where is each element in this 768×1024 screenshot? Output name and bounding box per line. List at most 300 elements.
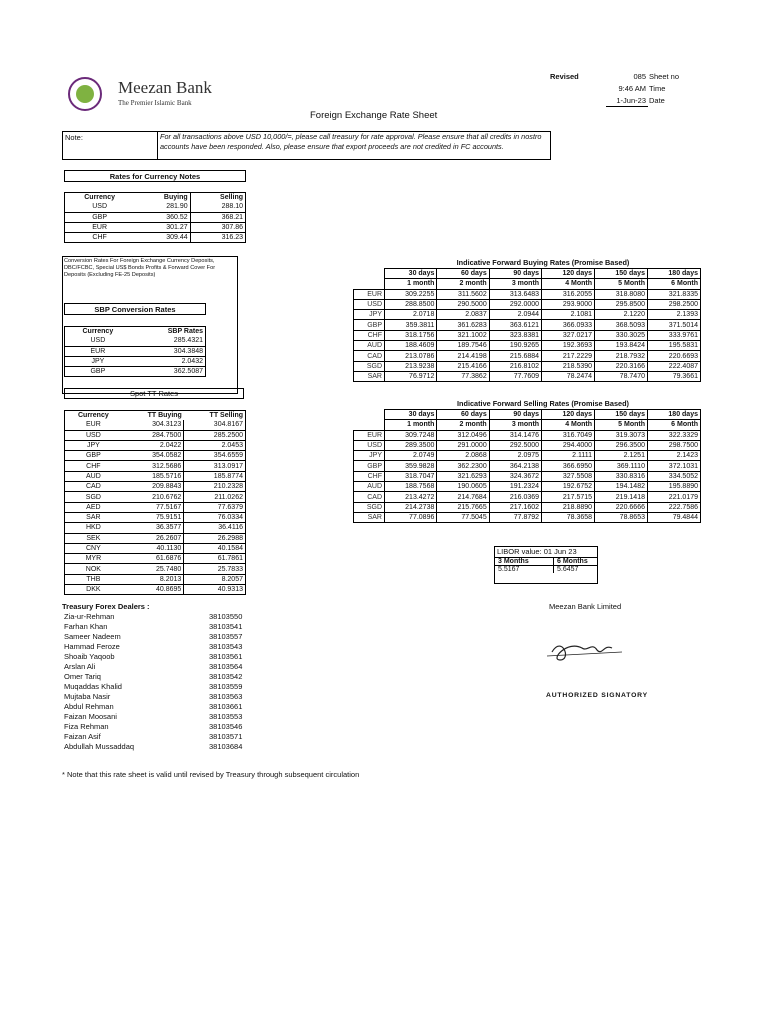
currency-cell: GBP bbox=[90, 368, 106, 376]
table-row bbox=[65, 554, 246, 564]
days-header-row bbox=[354, 410, 701, 420]
rate-cell: 79.3661 bbox=[647, 371, 700, 381]
rate-cell: 293.9000 bbox=[542, 299, 595, 309]
note-label: Note: bbox=[65, 133, 83, 142]
currency-cell: SAR bbox=[354, 512, 385, 522]
rate-cell: 192.3693 bbox=[542, 341, 595, 351]
rate-cell: 218.7932 bbox=[595, 351, 648, 361]
days-header-row bbox=[354, 269, 701, 279]
dealer-phone: 38103553 bbox=[209, 712, 243, 721]
rate-cell: 318.1756 bbox=[385, 330, 437, 340]
dealer-name: Faizan Asif bbox=[64, 732, 101, 741]
rate-cell: 188.7568 bbox=[385, 482, 437, 492]
days-header: 60 days bbox=[437, 410, 489, 420]
rate-cell: 78.3658 bbox=[542, 512, 595, 522]
list-item bbox=[64, 712, 254, 722]
months-header: 4 Month bbox=[542, 279, 595, 289]
tt-selling-cell: 40.1584 bbox=[184, 543, 246, 553]
tt-buying-cell: 210.6762 bbox=[122, 492, 184, 502]
rate-cell: 192.6752 bbox=[542, 482, 595, 492]
rate-cell: 218.8890 bbox=[542, 502, 595, 512]
dealers-title: Treasury Forex Dealers : bbox=[62, 602, 150, 611]
currency-cell: USD bbox=[65, 336, 131, 346]
months-header: 6 Month bbox=[647, 420, 700, 430]
dealer-name: Muqaddas Khalid bbox=[64, 682, 122, 691]
rate-cell: 214.4198 bbox=[437, 351, 489, 361]
sbp-rate-cell: 362.5087 bbox=[173, 368, 203, 376]
rate-cell: 288.8500 bbox=[385, 299, 437, 309]
libor-title: LIBOR value: 01 Jun 23 bbox=[495, 547, 597, 558]
list-item bbox=[64, 632, 254, 642]
currency-cell: EUR bbox=[65, 222, 135, 232]
rate-cell: 76.9712 bbox=[385, 371, 437, 381]
selling-cell: 368.21 bbox=[190, 212, 245, 222]
sbp-table bbox=[64, 326, 206, 377]
rate-cell: 298.7500 bbox=[647, 440, 700, 450]
rate-cell: 215.4166 bbox=[437, 361, 489, 371]
rate-cell: 330.3025 bbox=[595, 330, 648, 340]
dealer-name: Abdul Rehman bbox=[64, 702, 114, 711]
table-row bbox=[354, 451, 701, 461]
rate-cell: 2.1081 bbox=[542, 310, 595, 320]
table-row bbox=[65, 420, 246, 430]
tt-buying-cell: 209.8843 bbox=[122, 482, 184, 492]
currency-cell: SAR bbox=[65, 512, 122, 522]
libor-box bbox=[494, 546, 598, 584]
list-item bbox=[64, 672, 254, 682]
dealer-name: Shoaib Yaqoob bbox=[64, 652, 115, 661]
col-currency: Currency bbox=[82, 328, 114, 336]
rate-cell: 222.7586 bbox=[647, 502, 700, 512]
rate-cell: 2.1251 bbox=[595, 451, 648, 461]
rate-cell: 78.8653 bbox=[595, 512, 648, 522]
rate-cell: 221.0179 bbox=[647, 492, 700, 502]
dealer-phone: 38103561 bbox=[209, 652, 243, 661]
libor-6m-label: 6 Months bbox=[557, 558, 588, 565]
tt-selling-cell: 313.0917 bbox=[184, 461, 246, 471]
rate-cell: 2.0868 bbox=[437, 451, 489, 461]
tt-buying-cell: 25.7480 bbox=[122, 564, 184, 574]
tt-selling-cell: 2.0453 bbox=[184, 440, 246, 450]
table-row bbox=[65, 367, 206, 377]
rate-cell: 290.5000 bbox=[437, 299, 489, 309]
list-item bbox=[64, 642, 254, 652]
months-header: 3 month bbox=[489, 279, 541, 289]
blank-cell bbox=[354, 279, 385, 289]
currency-cell: HKD bbox=[65, 523, 122, 533]
brand-name: Meezan Bank bbox=[118, 78, 212, 97]
table-row bbox=[65, 440, 246, 450]
table-row bbox=[354, 351, 701, 361]
rate-cell: 371.5014 bbox=[647, 320, 700, 330]
rate-cell: 334.5052 bbox=[647, 471, 700, 481]
rate-cell: 321.8335 bbox=[647, 289, 700, 299]
table-row bbox=[65, 482, 246, 492]
currency-cell: EUR bbox=[354, 430, 385, 440]
list-item bbox=[64, 682, 254, 692]
rate-cell: 215.6884 bbox=[489, 351, 541, 361]
months-header: 5 Month bbox=[595, 420, 648, 430]
table-row bbox=[65, 336, 206, 346]
tt-selling-cell: 210.2328 bbox=[184, 482, 246, 492]
libor-6m-value: 5.6457 bbox=[557, 566, 579, 573]
dealer-name: Zia-ur-Rehman bbox=[64, 612, 115, 621]
rate-cell: 292.0000 bbox=[489, 299, 541, 309]
tt-selling-cell: 61.7861 bbox=[184, 554, 246, 564]
rate-cell: 309.7248 bbox=[385, 430, 437, 440]
rate-cell: 309.2255 bbox=[385, 289, 437, 299]
tt-buying-cell: 61.6876 bbox=[122, 554, 184, 564]
page-title: Foreign Exchange Rate Sheet bbox=[310, 110, 438, 121]
rate-cell: 319.3073 bbox=[595, 430, 648, 440]
rate-cell: 318.8080 bbox=[595, 289, 648, 299]
tt-selling-cell: 185.8774 bbox=[184, 471, 246, 481]
currency-cell: USD bbox=[354, 440, 385, 450]
currency-cell: USD bbox=[65, 202, 135, 212]
rate-cell: 217.2229 bbox=[542, 351, 595, 361]
rate-cell: 295.8500 bbox=[595, 299, 648, 309]
months-header: 5 Month bbox=[595, 279, 648, 289]
months-header: 2 month bbox=[437, 279, 489, 289]
days-header: 60 days bbox=[437, 269, 489, 279]
table-row bbox=[354, 492, 701, 502]
months-header: 4 Month bbox=[542, 420, 595, 430]
fwd-buy-title: Indicative Forward Buying Rates (Promise Based) bbox=[456, 258, 630, 267]
table-row bbox=[354, 320, 701, 330]
days-header: 90 days bbox=[489, 410, 541, 420]
currency-cell: USD bbox=[354, 299, 385, 309]
currency-cell: NOK bbox=[65, 564, 122, 574]
date-underline bbox=[606, 106, 648, 107]
blank-cell bbox=[354, 420, 385, 430]
dealer-phone: 38103564 bbox=[209, 662, 243, 671]
table-row bbox=[354, 471, 701, 481]
sbp-rate-cell: 2.0432 bbox=[131, 356, 206, 366]
rate-cell: 2.1111 bbox=[542, 451, 595, 461]
currency-cell: JPY bbox=[65, 440, 122, 450]
table-row bbox=[354, 512, 701, 522]
sbp-rate-cell: 304.3848 bbox=[131, 346, 206, 356]
tt-buying-cell: 36.3577 bbox=[122, 523, 184, 533]
rate-cell: 291.0000 bbox=[437, 440, 489, 450]
months-header-row bbox=[354, 420, 701, 430]
tt-selling-cell: 304.8167 bbox=[184, 420, 246, 430]
list-item bbox=[64, 622, 254, 632]
dealer-phone: 38103563 bbox=[209, 692, 243, 701]
rate-cell: 359.9828 bbox=[385, 461, 437, 471]
currency-cell: AUD bbox=[354, 482, 385, 492]
fwd-buy-table bbox=[353, 268, 701, 382]
rate-cell: 2.0837 bbox=[437, 310, 489, 320]
signature bbox=[542, 630, 632, 670]
rate-cell: 294.4000 bbox=[542, 440, 595, 450]
tt-selling-cell: 354.6559 bbox=[184, 451, 246, 461]
days-header: 150 days bbox=[595, 269, 648, 279]
list-item bbox=[64, 722, 254, 732]
list-item bbox=[64, 652, 254, 662]
days-header: 120 days bbox=[542, 410, 595, 420]
list-item bbox=[64, 662, 254, 672]
tt-buying-cell: 75.9151 bbox=[122, 512, 184, 522]
rate-cell: 195.5831 bbox=[647, 341, 700, 351]
currency-cell: SAR bbox=[354, 371, 385, 381]
rate-cell: 359.3811 bbox=[385, 320, 437, 330]
rate-cell: 311.5602 bbox=[437, 289, 489, 299]
dealer-phone: 38103546 bbox=[209, 722, 243, 731]
rate-cell: 213.4272 bbox=[385, 492, 437, 502]
tt-selling-cell: 25.7833 bbox=[184, 564, 246, 574]
table-row bbox=[354, 310, 701, 320]
libor-3m-label: 3 Months bbox=[495, 558, 554, 565]
currency-cell: SGD bbox=[354, 361, 385, 371]
tt-buying-cell: 185.5716 bbox=[122, 471, 184, 481]
dealer-phone: 38103543 bbox=[209, 642, 243, 651]
rate-cell: 333.9761 bbox=[647, 330, 700, 340]
rate-cell: 314.1476 bbox=[489, 430, 541, 440]
rate-cell: 214.2738 bbox=[385, 502, 437, 512]
list-item bbox=[64, 612, 254, 622]
currency-cell: EUR bbox=[65, 346, 131, 356]
table-row bbox=[65, 233, 246, 243]
table-row bbox=[65, 430, 246, 440]
rate-cell: 298.2500 bbox=[647, 299, 700, 309]
col-tt-buying: TT Buying bbox=[147, 412, 182, 420]
rate-cell: 222.4087 bbox=[647, 361, 700, 371]
selling-cell: 307.86 bbox=[190, 222, 245, 232]
table-row bbox=[65, 543, 246, 553]
currency-cell: AUD bbox=[65, 471, 122, 481]
dealer-name: Farhan Khan bbox=[64, 622, 108, 631]
blank-cell bbox=[354, 269, 385, 279]
rate-cell: 216.0369 bbox=[489, 492, 541, 502]
dealers-table bbox=[64, 612, 254, 752]
tt-selling-cell: 8.2057 bbox=[184, 574, 246, 584]
months-header-row bbox=[354, 279, 701, 289]
footer-note: * Note that this rate sheet is valid until revised by Treasury through subsequent circulation bbox=[62, 770, 360, 779]
days-header: 180 days bbox=[647, 269, 700, 279]
fwd-sell-table bbox=[353, 409, 701, 523]
rate-cell: 2.0749 bbox=[385, 451, 437, 461]
dealer-name: Mujtaba Nasir bbox=[64, 692, 111, 701]
fwd-sell-title: Indicative Forward Selling Rates (Promise Based) bbox=[457, 399, 629, 408]
rate-cell: 190.9265 bbox=[489, 341, 541, 351]
libor-3m-value: 5.5167 bbox=[495, 566, 554, 573]
table-row bbox=[65, 346, 206, 356]
currency-cell: SGD bbox=[65, 492, 122, 502]
rate-cell: 366.6950 bbox=[542, 461, 595, 471]
rate-cell: 2.1220 bbox=[595, 310, 648, 320]
sbp-title: SBP Conversion Rates bbox=[64, 303, 206, 315]
table-row bbox=[354, 430, 701, 440]
tt-buying-cell: 354.0582 bbox=[122, 451, 184, 461]
list-item bbox=[64, 702, 254, 712]
rate-cell: 363.6121 bbox=[489, 320, 541, 330]
table-row bbox=[354, 440, 701, 450]
spot-title: Spot TT Rates bbox=[64, 388, 244, 399]
rate-cell: 324.3672 bbox=[489, 471, 541, 481]
table-row bbox=[354, 289, 701, 299]
list-item bbox=[64, 732, 254, 742]
currency-cell: USD bbox=[65, 430, 122, 440]
rate-cell: 312.0496 bbox=[437, 430, 489, 440]
tt-selling-cell: 40.9313 bbox=[184, 585, 246, 595]
currency-cell: CHF bbox=[92, 234, 107, 242]
tt-buying-cell: 312.5686 bbox=[122, 461, 184, 471]
tt-buying-cell: 26.2607 bbox=[122, 533, 184, 543]
months-header: 1 month bbox=[385, 420, 437, 430]
dealer-phone: 38103684 bbox=[209, 742, 243, 751]
currency-cell: GBP bbox=[354, 320, 385, 330]
rate-cell: 2.1393 bbox=[647, 310, 700, 320]
dealer-name: Hammad Feroze bbox=[64, 642, 120, 651]
tt-selling-cell: 26.2988 bbox=[184, 533, 246, 543]
table-row bbox=[354, 299, 701, 309]
table-row bbox=[65, 492, 246, 502]
rate-cell: 77.5045 bbox=[437, 512, 489, 522]
col-tt-selling: TT Selling bbox=[209, 412, 243, 420]
tt-selling-cell: 285.2500 bbox=[184, 430, 246, 440]
currency-cell: AUD bbox=[354, 341, 385, 351]
table-row bbox=[65, 574, 246, 584]
rate-cell: 296.3500 bbox=[595, 440, 648, 450]
currency-cell: THB bbox=[65, 574, 122, 584]
tt-buying-cell: 8.2013 bbox=[122, 574, 184, 584]
list-item bbox=[64, 692, 254, 702]
rate-cell: 189.7546 bbox=[437, 341, 489, 351]
blank-cell bbox=[354, 410, 385, 420]
rate-cell: 220.6666 bbox=[595, 502, 648, 512]
rate-cell: 369.1110 bbox=[595, 461, 648, 471]
dealer-name: Arslan Ali bbox=[64, 662, 96, 671]
tt-buying-cell: 40.8695 bbox=[122, 585, 184, 595]
rate-cell: 78.7470 bbox=[595, 371, 648, 381]
dealer-phone: 38103559 bbox=[209, 682, 243, 691]
sheet-no-label: Sheet no bbox=[649, 72, 680, 81]
table-row bbox=[354, 461, 701, 471]
tt-buying-cell: 40.1130 bbox=[122, 543, 184, 553]
tt-buying-cell: 304.3123 bbox=[122, 420, 184, 430]
tt-selling-cell: 36.4116 bbox=[184, 523, 246, 533]
date-label: Date bbox=[649, 96, 665, 105]
rate-cell: 321.1002 bbox=[437, 330, 489, 340]
rate-cell: 313.6483 bbox=[489, 289, 541, 299]
bank-seal-logo bbox=[68, 77, 102, 111]
rate-cell: 195.8890 bbox=[647, 482, 700, 492]
currency-cell: GBP bbox=[354, 461, 385, 471]
currency-cell: JPY bbox=[354, 451, 385, 461]
days-header: 30 days bbox=[385, 410, 437, 420]
sheet-no-value: 085 bbox=[633, 72, 646, 81]
rate-cell: 2.0718 bbox=[385, 310, 437, 320]
dealer-phone: 38103541 bbox=[209, 622, 243, 631]
tt-selling-cell: 77.6379 bbox=[184, 502, 246, 512]
rate-cell: 219.1418 bbox=[595, 492, 648, 502]
rate-cell: 368.5093 bbox=[595, 320, 648, 330]
rate-cell: 220.3166 bbox=[595, 361, 648, 371]
days-header: 90 days bbox=[489, 269, 541, 279]
dealer-phone: 38103661 bbox=[209, 702, 243, 711]
rate-cell: 77.0896 bbox=[385, 512, 437, 522]
table-row bbox=[65, 356, 206, 366]
col-buying: Buying bbox=[163, 194, 188, 202]
rate-cell: 364.2138 bbox=[489, 461, 541, 471]
currency-cell: CNY bbox=[65, 543, 122, 553]
currency-cell: CHF bbox=[354, 330, 385, 340]
note-text: For all transactions above USD 10,000/=, please call treasury for rate approval. Please ensure that all credits in nostro accounts have been responded. Also, please ensure that export proceeds are not credited in FC accounts. bbox=[160, 132, 542, 151]
rate-cell: 327.0217 bbox=[542, 330, 595, 340]
table-row bbox=[65, 461, 246, 471]
currency-cell: CAD bbox=[65, 482, 122, 492]
table-row bbox=[354, 371, 701, 381]
rate-cell: 78.2474 bbox=[542, 371, 595, 381]
rate-cell: 213.0786 bbox=[385, 351, 437, 361]
rate-cell: 361.6283 bbox=[437, 320, 489, 330]
dealer-phone: 38103542 bbox=[209, 672, 243, 681]
rate-cell: 217.1602 bbox=[489, 502, 541, 512]
table-row bbox=[354, 482, 701, 492]
table-row bbox=[65, 523, 246, 533]
date-value: 1-Jun-23 bbox=[616, 96, 646, 105]
currency-cell: CHF bbox=[65, 461, 122, 471]
selling-cell: 316.23 bbox=[190, 233, 245, 243]
rate-cell: 322.3329 bbox=[647, 430, 700, 440]
rate-cell: 372.1031 bbox=[647, 461, 700, 471]
days-header: 180 days bbox=[647, 410, 700, 420]
table-row bbox=[65, 202, 246, 212]
col-currency: Currency bbox=[78, 412, 109, 420]
table-row bbox=[65, 471, 246, 481]
table-row bbox=[65, 564, 246, 574]
currency-cell: SGD bbox=[354, 502, 385, 512]
rate-cell: 289.3500 bbox=[385, 440, 437, 450]
table-row bbox=[65, 451, 246, 461]
table-row bbox=[354, 361, 701, 371]
rate-cell: 316.2055 bbox=[542, 289, 595, 299]
note-label-box bbox=[62, 131, 158, 160]
tt-buying-cell: 284.7500 bbox=[122, 430, 184, 440]
rate-cell: 316.7049 bbox=[542, 430, 595, 440]
table-row bbox=[354, 341, 701, 351]
time-label: Time bbox=[649, 84, 666, 93]
dealer-name: Sameer Nadeem bbox=[64, 632, 121, 641]
tt-selling-cell: 211.0262 bbox=[184, 492, 246, 502]
months-header: 3 month bbox=[489, 420, 541, 430]
currency-cell: SEK bbox=[65, 533, 122, 543]
days-header: 150 days bbox=[595, 410, 648, 420]
signatory-label: AUTHORIZED SIGNATORY bbox=[546, 692, 648, 699]
currency-cell: CHF bbox=[354, 471, 385, 481]
buying-cell: 301.27 bbox=[134, 222, 190, 232]
dealer-name: Faizan Moosani bbox=[64, 712, 117, 721]
rate-cell: 193.8424 bbox=[595, 341, 648, 351]
currency-cell: EUR bbox=[354, 289, 385, 299]
months-header: 6 Month bbox=[647, 279, 700, 289]
rate-cell: 214.7684 bbox=[437, 492, 489, 502]
brand-tagline: The Premier Islamic Bank bbox=[118, 99, 192, 107]
rate-cell: 321.6293 bbox=[437, 471, 489, 481]
table-row bbox=[65, 512, 246, 522]
conversion-note: Conversion Rates For Foreign Exchange Currency Deposits, DBC/FCBC, Special US$ Bonds Profits & Forward Cover For Deposits (Excluding FE-25 Deposits) bbox=[64, 258, 216, 278]
rate-cell: 218.5390 bbox=[542, 361, 595, 371]
rate-cell: 191.2324 bbox=[489, 482, 541, 492]
rate-cell: 215.7665 bbox=[437, 502, 489, 512]
tt-buying-cell: 77.5167 bbox=[122, 502, 184, 512]
rate-cell: 217.5715 bbox=[542, 492, 595, 502]
rate-cell: 292.5000 bbox=[489, 440, 541, 450]
tt-selling-cell: 76.0334 bbox=[184, 512, 246, 522]
rate-cell: 213.9238 bbox=[385, 361, 437, 371]
currency-cell: GBP bbox=[65, 212, 135, 222]
